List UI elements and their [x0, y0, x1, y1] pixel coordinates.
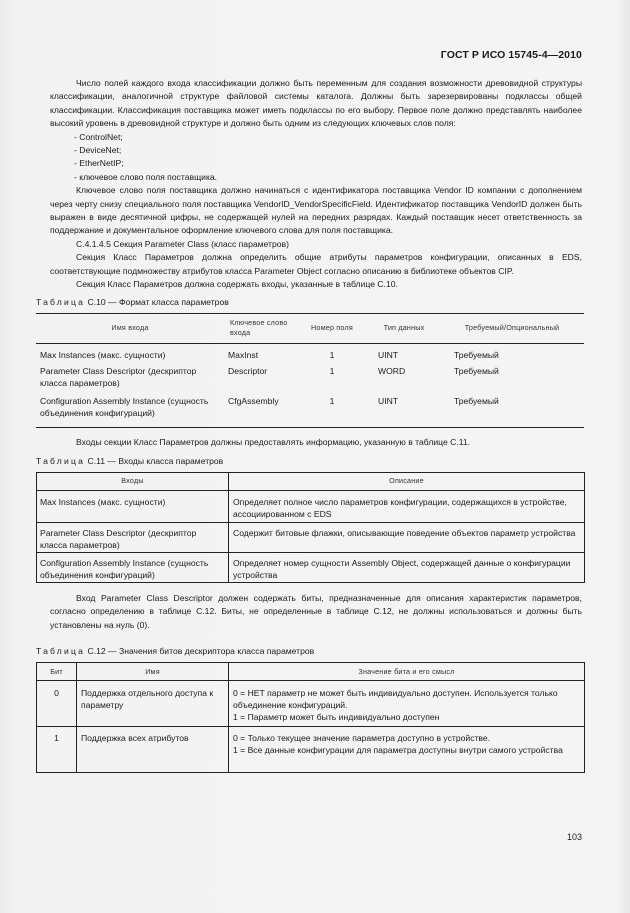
mid-paragraph: Входы секции Класс Параметров должны предоставлять информацию, указанную в таблице С.11. — [76, 436, 471, 447]
column-header: Значение бита и его смысл — [358, 666, 455, 676]
cell-keyword: CfgAssembly — [228, 396, 279, 406]
keyword-list-item: - ключевое слово поля поставщика. — [74, 171, 218, 182]
column-header: Требуемый/Опциональный — [464, 323, 560, 332]
caption-prefix: Таблица — [36, 455, 86, 466]
intro-paragraph-1: Число полей каждого входа классификации должно быть переменным для создания возможности древовидной структуры классификации, аналогичной структуре файловой системы каталога. Должны быть зарезервированы подклассы общей классификации. Классификация поставщика может иметь подклассы по его выбору. Первое поле должно представлять наиболее высокий уровень в древовидной структуре и должно быть одним из следующих ключевых слов поля: — [50, 78, 582, 129]
cell-keyword: Descriptor — [228, 366, 268, 376]
cell-required: Требуемый — [454, 396, 499, 406]
caption-text: С.11 — Входы класса параметров — [85, 455, 224, 466]
cell-field-number: 1 — [329, 366, 335, 376]
table-c12-caption — [36, 645, 582, 658]
column-header: Номер поля — [311, 323, 353, 332]
caption-prefix: Таблица — [36, 296, 86, 307]
cell-name: Поддержка отдельного доступа к параметру — [77, 681, 229, 727]
column-header: Бит — [37, 663, 77, 681]
page-number: 103 — [566, 832, 582, 842]
column-header: Тип данных — [383, 323, 425, 332]
page-content — [36, 77, 582, 773]
cell-entry-name: Max Instances (макс. сущности) — [40, 350, 166, 360]
caption-text: С.10 — Формат класса параметров — [85, 296, 229, 307]
table-c11-caption — [36, 455, 582, 468]
cell-name: Поддержка всех атрибутов — [77, 727, 229, 773]
table-c12 — [36, 662, 585, 773]
column-header: Имя — [77, 663, 229, 681]
column-header: Имя входа — [111, 323, 149, 332]
cell-field-number: 1 — [329, 350, 335, 360]
cell-description: Определяет полное число параметров конфигурации, содержащихся в устройстве, ассоциированном с EDS — [233, 496, 567, 519]
intro-paragraph-3: Секция Класс Параметров должна определить общие атрибуты параметров конфигурации, описанных в EDS, соответствующие подмножеству атрибутов класса Parameter Object согласно описанию в библиотеке объектов CIP. — [50, 252, 582, 276]
cell-keyword: MaxInst — [228, 350, 259, 360]
table-row — [37, 490, 585, 522]
cell-meaning: 0 = НЕТ параметр не может быть индивидуально доступен. Используется только объединение конфигураций. 1 = Параметр может быть индивидуально доступен — [233, 688, 558, 723]
descriptor-paragraph: Вход Parameter Class Descriptor должен содержать биты, предназначенные для описания характеристик параметров, согласно определению в таблице С.12. Биты, не определенные в таблице С.12, не должны использоваться и должны быть установлены на нуль (0). — [50, 592, 582, 630]
cell-data-type: UINT — [378, 396, 399, 406]
column-header: Описание — [389, 476, 424, 486]
cell-meaning: 0 = Только текущее значение параметра доступно в устройстве. 1 = Все данные конфигурации для параметра доступны внутри самого устройства — [233, 733, 563, 756]
cell-required: Требуемый — [454, 366, 499, 376]
cell-bit: 0 — [37, 681, 77, 727]
cell-required: Требуемый — [454, 350, 499, 360]
table-c10 — [36, 313, 584, 428]
table-row — [37, 522, 585, 552]
keyword-list-item: - DeviceNet; — [74, 145, 122, 156]
caption-prefix: Таблица — [36, 646, 86, 657]
cell-entry-name: Parameter Class Descriptor (дескриптор класса параметров) — [40, 366, 197, 388]
intro-paragraph-4: Секция Класс Параметров должна содержать входы, указанные в таблице С.10. — [76, 279, 398, 290]
table-row — [37, 552, 585, 582]
cell-field-number: 1 — [329, 396, 335, 406]
cell-entry: Configuration Assembly Instance (сущность объединения конфигураций) — [37, 552, 229, 582]
section-heading: С.4.1.4.5 Секция Parameter Class (класс параметров) — [76, 238, 289, 249]
table-c11 — [36, 472, 585, 583]
cell-entry: Parameter Class Descriptor (дескриптор класса параметров) — [37, 522, 229, 552]
cell-entry: Max Instances (макс. сущности) — [37, 490, 229, 522]
table-row — [36, 365, 584, 395]
cell-bit: 1 — [37, 727, 77, 773]
table-row — [36, 349, 584, 365]
cell-description: Содержит битовые флажки, описывающие поведение объектов параметр устройства — [233, 527, 576, 538]
intro-paragraph-2: Ключевое слово поля поставщика должно начинаться с идентификатора поставщика Vendor ID компании с дополнением через черту снизу специального поля поставщика VendorID_VendorSpecificField. Идентификатор поставщика VendorID должен быть выражен в виде десятичной цифры, не содержащей нулей на передних разрядах. Каждый поставщик несет ответственность за поддержание и документальное оформление ключевого слова для поля поставщика. — [50, 185, 582, 236]
table-row — [37, 681, 585, 727]
standard-code-header: ГОСТ Р ИСО 15745-4—2010 — [440, 49, 582, 61]
table-row — [36, 395, 584, 427]
keyword-list-item: - ControlNet; — [74, 131, 123, 142]
cell-data-type: UINT — [378, 350, 399, 360]
cell-description: Определяет номер сущности Assembly Object, содержащей данные о конфигурации устройства — [233, 557, 571, 580]
column-header: Ключевое слово входа — [230, 318, 288, 337]
table-row — [37, 727, 585, 773]
cell-data-type: WORD — [378, 366, 406, 376]
keyword-list-item: - EtherNetIP; — [74, 158, 124, 169]
table-c10-caption — [36, 296, 582, 309]
caption-text: С.12 — Значения битов дескриптора класса параметров — [85, 646, 315, 657]
column-header: Входы — [37, 472, 229, 490]
cell-entry-name: Configuration Assembly Instance (сущность объединения конфигураций) — [40, 396, 209, 418]
